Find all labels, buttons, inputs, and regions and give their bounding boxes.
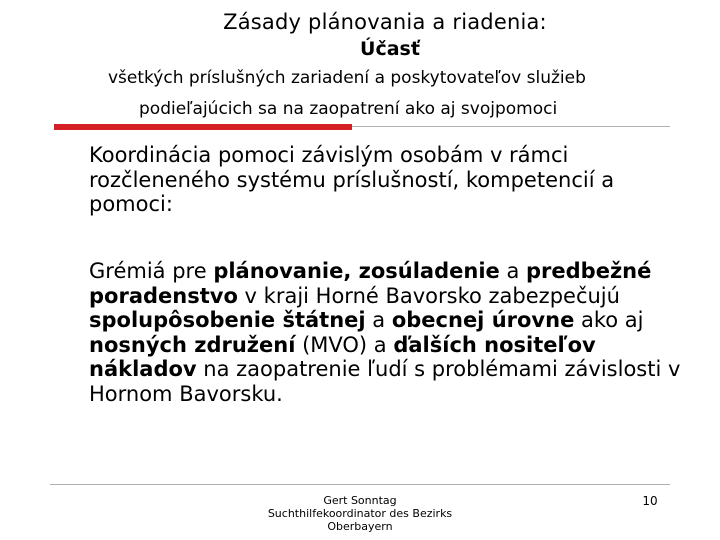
bold-run: plánovanie, zosúladenie xyxy=(213,259,500,283)
slide-title: Zásady plánovania a riadenia: xyxy=(223,10,547,34)
footer-author-region: Oberbayern xyxy=(327,520,393,533)
bold-run: predbežné poradenstvo xyxy=(89,259,652,308)
text-run: Grémiá pre xyxy=(89,259,214,283)
footer-author-role: Suchthilfekoordinator des Bezirks xyxy=(267,507,453,520)
bold-run: spolupôsobenie štátnej xyxy=(89,308,366,332)
text-run: (MVO) a xyxy=(295,332,394,357)
page-number: 10 xyxy=(642,494,658,508)
body-paragraph-committees xyxy=(89,259,689,406)
bold-run: obecnej úrovne xyxy=(391,308,575,332)
text-run: a xyxy=(365,308,392,332)
subtitle-line-2: podieľajúcich sa na zaopatrení ako aj svojpomoci xyxy=(139,99,558,119)
footer-author xyxy=(230,494,490,533)
slide-title-emphasis: Účasť xyxy=(360,38,420,60)
footer-author-name: Gert Sonntag xyxy=(323,494,397,507)
subtitle-line-1: všetkých príslušných zariadení a poskytovateľov služieb xyxy=(108,68,586,88)
bold-run: nosných združení xyxy=(89,332,296,357)
header-divider xyxy=(352,126,670,127)
text-run: ako aj xyxy=(574,308,644,332)
bold-run: ďalších nositeľov nákladov xyxy=(89,332,596,381)
footer-divider xyxy=(50,484,670,485)
text-run: v kraji Horné Bavorsko zabezpečujú xyxy=(237,283,620,308)
text-run: na zaopatrenie ľudí s problémami závislosti v Hornom Bavorsku. xyxy=(89,357,681,406)
text-run: a xyxy=(499,259,526,283)
accent-rule xyxy=(54,124,352,130)
body-paragraph-coordination: Koordinácia pomoci závislým osobám v rámci rozčleneného systému príslušností, kompetencií a pomoci: xyxy=(89,143,615,216)
